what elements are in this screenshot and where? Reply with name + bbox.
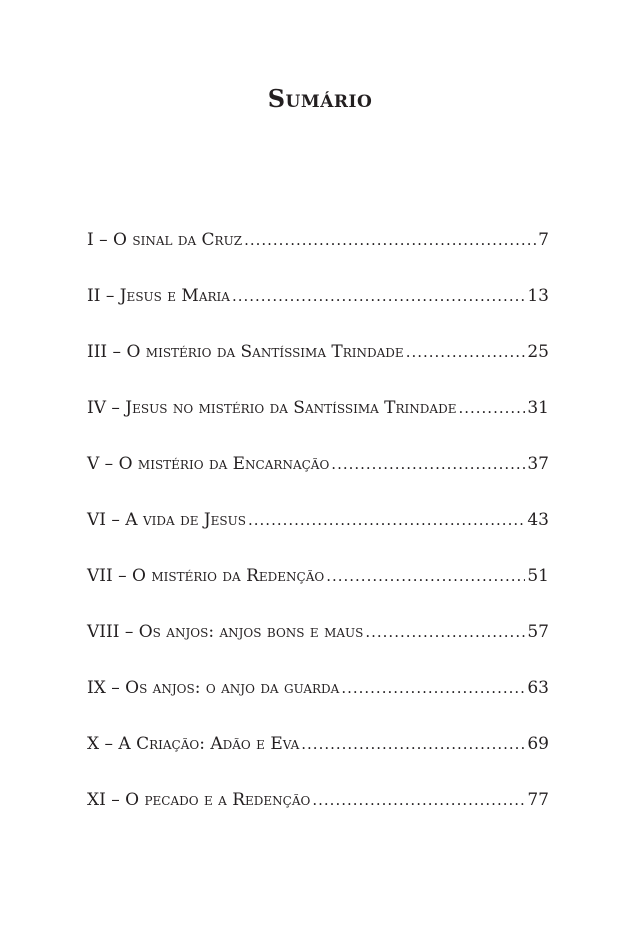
toc-entry-page-number: 57 (527, 622, 549, 642)
toc-entry-page-number: 7 (538, 230, 549, 250)
dot-leader (312, 786, 525, 814)
toc-entry-title: I – O sinal da Cruz (87, 230, 243, 250)
dot-leader (406, 338, 526, 366)
page-title: Sumário (267, 84, 373, 113)
dot-leader (365, 618, 525, 646)
dot-leader (244, 226, 536, 254)
toc-entry-title: XI – O pecado e a Redenção (87, 790, 311, 810)
toc-entry-title: VII – O mistério da Redenção (87, 566, 325, 586)
toc-entry-page-number: 43 (527, 510, 549, 530)
toc-entry (87, 562, 549, 590)
toc-entry-title: VIII – Os anjos: anjos bons e maus (87, 622, 364, 642)
toc-entry (87, 674, 549, 702)
toc-entry-page-number: 69 (527, 734, 549, 754)
toc-entry-title: IV – Jesus no mistério da Santíssima Trindade (87, 398, 457, 418)
toc-entry-title: V – O mistério da Encarnação (87, 454, 330, 474)
toc-entry-title: X – A Criação: Adão e Eva (87, 734, 300, 754)
toc-entry (87, 506, 549, 534)
toc-entry-title: III – O mistério da Santíssima Trindade (87, 342, 404, 362)
toc-entry-page-number: 51 (527, 566, 549, 586)
toc-entry-title: VI – A vida de Jesus (87, 510, 246, 530)
toc-entry-page-number: 63 (527, 678, 549, 698)
dot-leader (232, 282, 525, 310)
dot-leader (458, 394, 525, 422)
toc-entry-page-number: 25 (527, 342, 549, 362)
dot-leader (326, 562, 525, 590)
dot-leader (331, 450, 525, 478)
toc-entry-title: IX – Os anjos: o anjo da guarda (87, 678, 340, 698)
dot-leader (301, 730, 525, 758)
toc-entry-page-number: 77 (527, 790, 549, 810)
dot-leader (341, 674, 525, 702)
dot-leader (248, 506, 525, 534)
toc-entry (87, 226, 549, 254)
table-of-contents (87, 226, 549, 842)
toc-entry (87, 282, 549, 310)
toc-entry-page-number: 37 (527, 454, 549, 474)
toc-entry-title: II – Jesus e Maria (87, 286, 230, 306)
toc-entry (87, 450, 549, 478)
toc-entry (87, 730, 549, 758)
toc-entry (87, 618, 549, 646)
toc-entry-page-number: 31 (527, 398, 549, 418)
toc-entry (87, 394, 549, 422)
toc-entry (87, 786, 549, 814)
toc-entry-page-number: 13 (527, 286, 549, 306)
toc-entry (87, 338, 549, 366)
